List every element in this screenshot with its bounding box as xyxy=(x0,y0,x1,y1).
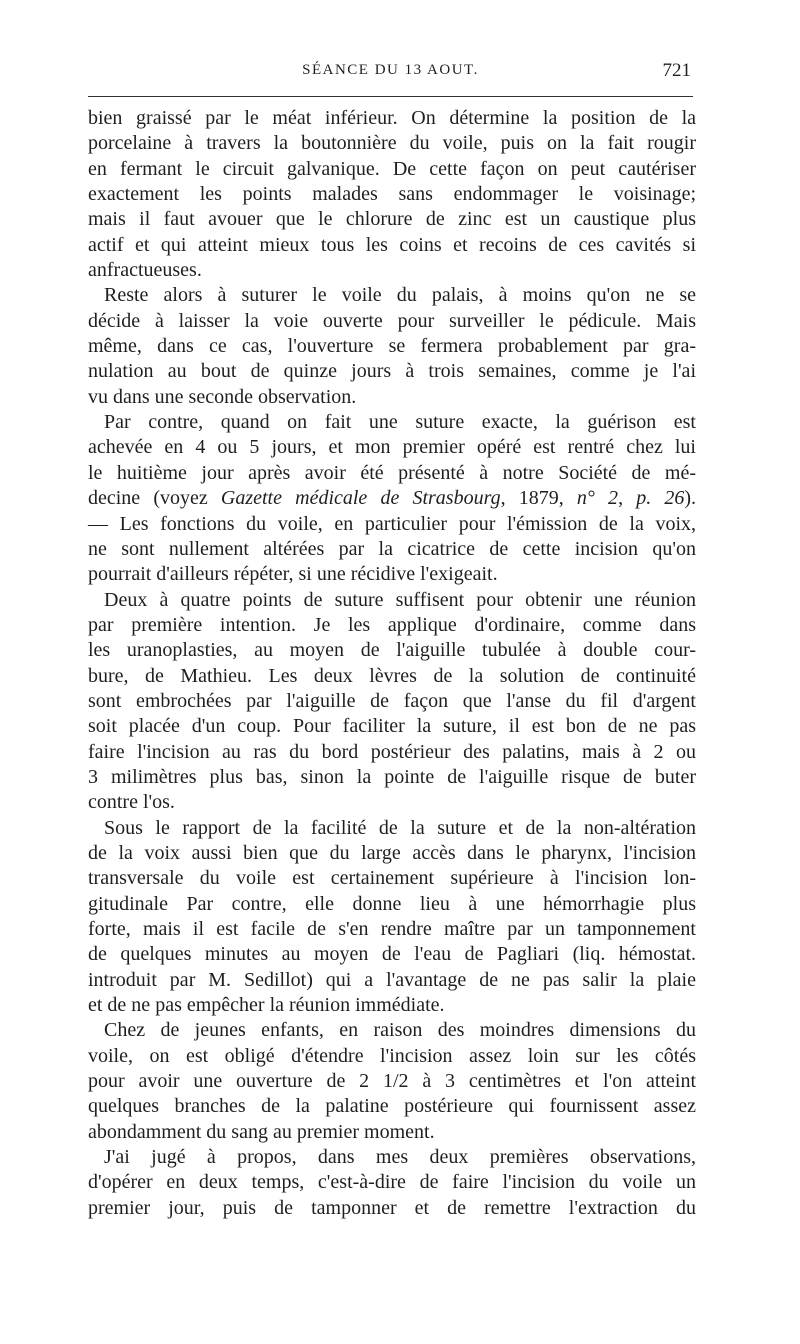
text-line: 3 milimètres plus bas, sinon la pointe de l'aiguille risque de buter xyxy=(88,765,696,788)
text-line: introduit par M. Sedillot) qui a l'avantage de ne pas salir la plaie xyxy=(88,968,696,991)
text-line: forte, mais il est facile de s'en rendre maître par un tamponnement xyxy=(88,918,696,940)
text-line: pourrait d'ailleurs répéter, si une récidive l'exigeait. xyxy=(88,563,498,586)
page-number: 721 xyxy=(662,60,691,81)
text-line: transversale du voile est certainement supérieure à l'incision lon- xyxy=(88,867,696,890)
text-line: premier jour, puis de tamponner et de remettre l'extraction du xyxy=(88,1196,696,1219)
text-line: en fermant le circuit galvanique. De cette façon on peut cautériser xyxy=(88,157,696,180)
text-line: actif et qui atteint mieux tous les coins et recoins de ces cavités si xyxy=(88,233,696,256)
text-line: et de ne pas empêcher la réunion immédiate. xyxy=(88,994,445,1017)
text-line: gitudinale Par contre, elle donne lieu à une hémorrhagie plus xyxy=(88,892,696,915)
text-line: Sous le rapport de la facilité de la suture et de la non-altération xyxy=(104,816,696,839)
text-line: sont embrochées par l'aiguille de façon que l'anse du fil d'argent xyxy=(88,689,696,712)
text-line: même, dans ce cas, l'ouverture se fermera probablement par gra- xyxy=(88,335,696,358)
text-line: Reste alors à suturer le voile du palais, à moins qu'on ne se xyxy=(104,284,696,307)
text-line: bure, de Mathieu. Les deux lèvres de la solution de continuité xyxy=(88,664,696,687)
text-line: pour avoir une ouverture de 2 1/2 à 3 centimètres et l'on atteint xyxy=(88,1070,696,1093)
text-line: J'ai jugé à propos, dans mes deux premières observations, xyxy=(104,1146,696,1169)
text-line: mais il faut avouer que le chlorure de zinc est un caustique plus xyxy=(88,208,696,231)
text-line: faire l'incision au ras du bord postérieur des palatins, mais à 2 ou xyxy=(88,740,696,763)
header-rule xyxy=(88,96,693,97)
text-line: quelques branches de la palatine postérieure qui fournissent assez xyxy=(88,1095,696,1118)
text-line: exactement les points malades sans endommager le voisinage; xyxy=(88,183,696,206)
text-line: soit placée d'un coup. Pour faciliter la suture, il est bon de ne pas xyxy=(88,715,696,738)
text-line: anfractueuses. xyxy=(88,259,202,282)
text-line: le huitième jour après avoir été présenté à notre Société de mé- xyxy=(88,461,696,484)
text-line: porcelaine à travers la boutonnière du voile, puis on la fait rougir xyxy=(88,132,696,155)
journal-number: n° 2 xyxy=(576,487,619,510)
text-line: Par contre, quand on fait une suture exacte, la guérison est xyxy=(104,411,696,434)
text-line: bien graissé par le méat inférieur. On détermine la position de la xyxy=(88,107,696,129)
text-line: nulation au bout de quinze jours à trois semaines, comme je l'ai xyxy=(88,360,696,383)
text-line: — Les fonctions du voile, en particulier pour l'émission de la voix, xyxy=(88,512,696,535)
text-line: vu dans une seconde observation. xyxy=(88,385,357,408)
text-line: décide à laisser la voie ouverte pour surveiller le pédicule. Mais xyxy=(88,309,696,332)
journal-title: Gazette médicale de Strasbourg xyxy=(220,487,501,510)
text-line: les uranoplasties, au moyen de l'aiguille tubulée à double cour- xyxy=(88,639,696,662)
text-line-citation: decine (voyez Gazette médicale de Strasbourg, 1879, n° 2, p. 26). xyxy=(88,487,697,510)
text-line: Chez de jeunes enfants, en raison des moindres dimensions du xyxy=(104,1019,696,1042)
text-line: de quelques minutes au moyen de l'eau de Pagliari (liq. hémostat. xyxy=(88,943,696,966)
journal-page: p. 26 xyxy=(636,487,685,510)
text-line: contre l'os. xyxy=(88,791,175,814)
text-line: d'opérer en deux temps, c'est-à-dire de faire l'incision du voile un xyxy=(88,1171,696,1194)
running-title: SÉANCE DU 13 AOUT. xyxy=(302,62,479,78)
text-line: de la voix aussi bien que du large accès dans le pharynx, l'incision xyxy=(88,841,696,864)
text-line: Deux à quatre points de suture suffisent pour obtenir une réunion xyxy=(104,588,696,611)
text-line: achevée en 4 ou 5 jours, et mon premier opéré est rentré chez lui xyxy=(88,436,696,459)
text-line: abondamment du sang au premier moment. xyxy=(88,1120,435,1143)
text-line: ne sont nullement altérées par la cicatrice de cette incision qu'on xyxy=(88,537,696,560)
body-text xyxy=(88,106,696,1221)
text-line: voile, on est obligé d'étendre l'incision assez loin sur les côtés xyxy=(88,1044,696,1067)
page-header xyxy=(88,60,693,94)
text-line: par première intention. Je les applique d'ordinaire, comme dans xyxy=(88,613,696,636)
